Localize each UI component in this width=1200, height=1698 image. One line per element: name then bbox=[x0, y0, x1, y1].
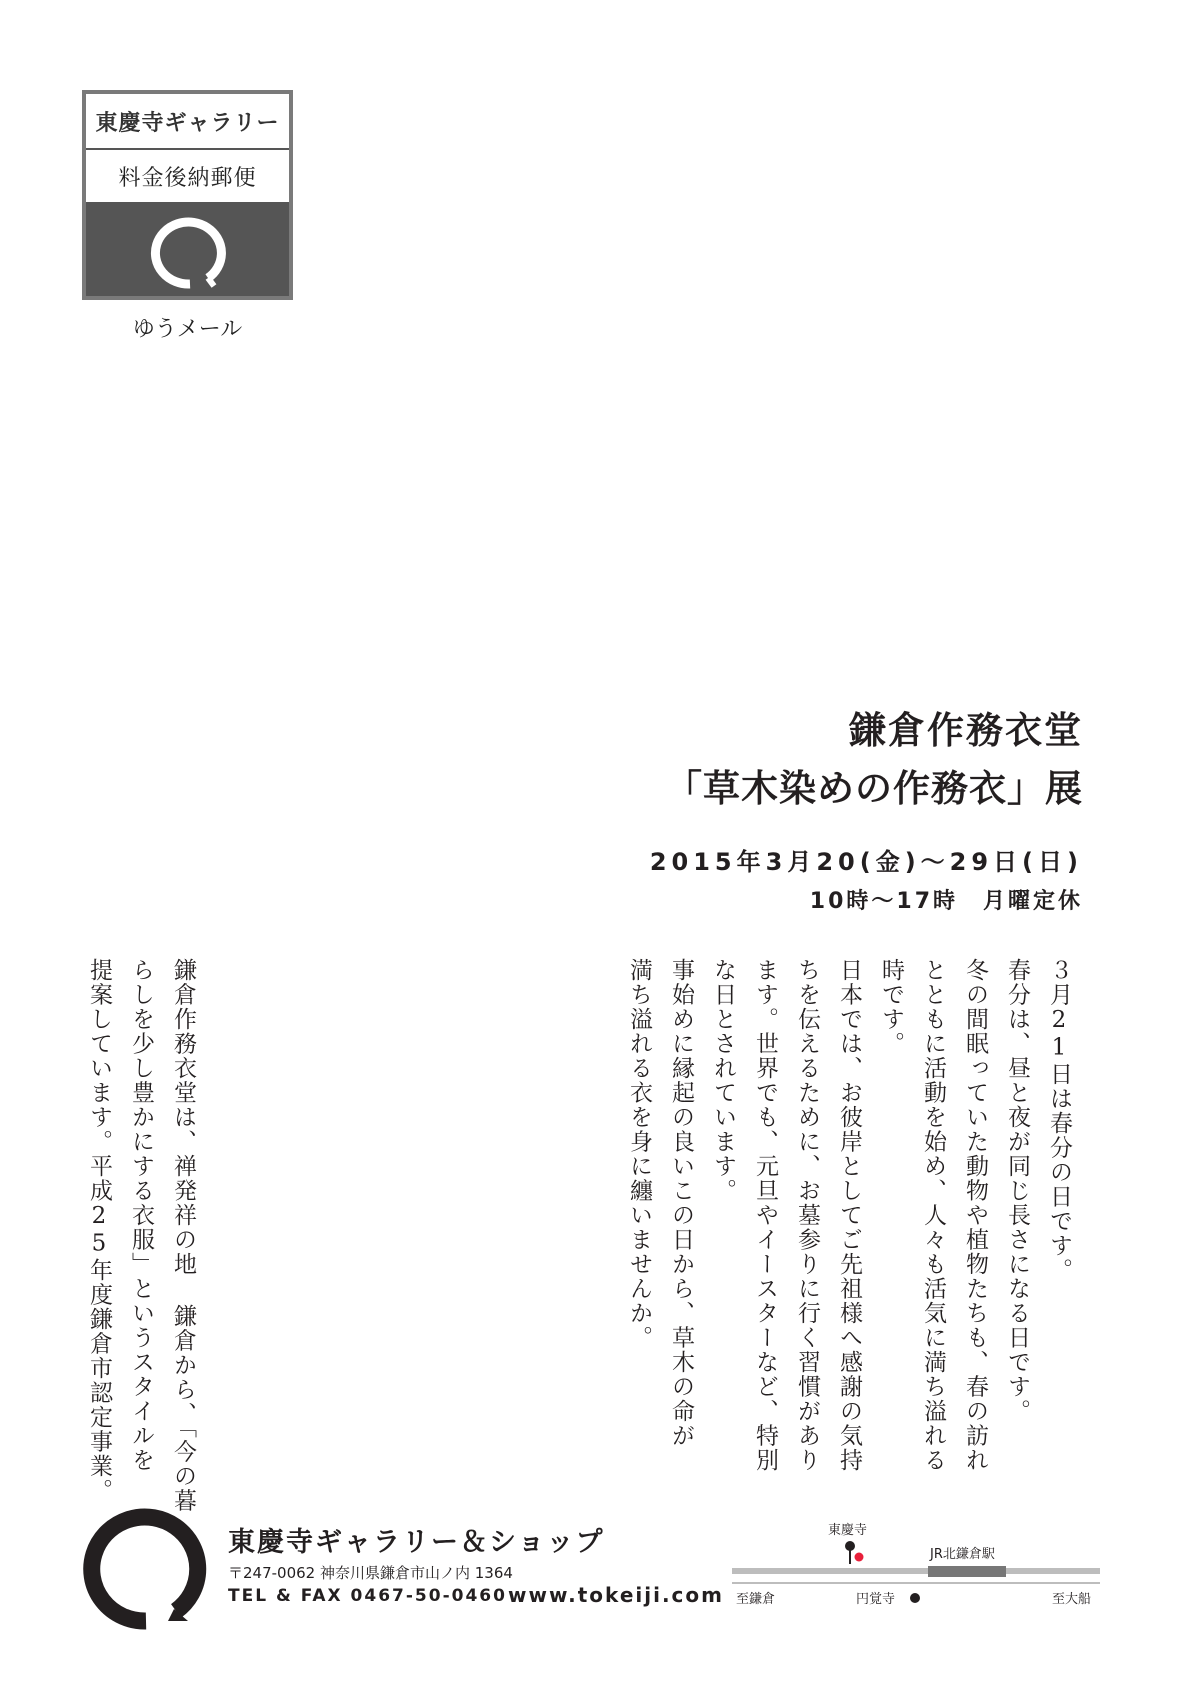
engakuji-marker-icon bbox=[910, 1593, 920, 1603]
side-line: 提案しています。平成25年度鎌倉市認定事業。 bbox=[86, 958, 112, 1503]
postage-mark bbox=[82, 90, 293, 300]
shop-name: 東慶寺ギャラリー＆ショップ bbox=[228, 1527, 605, 1558]
map-temple-label: 東慶寺 bbox=[828, 1523, 868, 1538]
body-line: ３月21日は春分の日です。 bbox=[1046, 958, 1072, 1283]
side-line: 鎌倉作務衣堂は、禅発祥の地 鎌倉から、「今の暮 bbox=[170, 958, 196, 1513]
exhibition-dates: 2015年3月20(金)〜29日(日) bbox=[649, 848, 1083, 876]
body-line: 時です。 bbox=[878, 958, 904, 1056]
map-station-label: JR北鎌倉駅 bbox=[930, 1547, 995, 1562]
postage-service: ゆうメール bbox=[132, 317, 243, 342]
shop-website: www.tokeiji.com bbox=[508, 1583, 724, 1607]
body-line: ます。世界でも、元旦やイースターなど、特別 bbox=[752, 958, 778, 1473]
body-line: 冬の間眠っていた動物や植物たちも、春の訪れ bbox=[962, 958, 988, 1473]
temple-marker-icon bbox=[855, 1553, 864, 1562]
body-line: 日本では、お彼岸としてご先祖様へ感謝の気持 bbox=[836, 958, 862, 1473]
station-platform bbox=[928, 1566, 1006, 1577]
body-line: 春分は、昼と夜が同じ長さになる日です。 bbox=[1004, 958, 1030, 1424]
map-east-label: 至大船 bbox=[1052, 1592, 1092, 1607]
railway-line bbox=[732, 1568, 1100, 1574]
map-engakuji-label: 円覚寺 bbox=[856, 1592, 896, 1607]
exhibition-organizer: 鎌倉作務衣堂 bbox=[849, 708, 1083, 752]
shop-address: 〒247-0062 神奈川県鎌倉市山ノ内 1364 bbox=[228, 1564, 513, 1582]
body-line: とともに活動を始め、人々も活気に満ち溢れる bbox=[920, 958, 946, 1473]
shop-contact: TEL & FAX 0467-50-0460 bbox=[228, 1586, 507, 1606]
postage-sender: 東慶寺ギャラリー bbox=[86, 94, 289, 150]
gallery-logo-icon bbox=[80, 1505, 208, 1633]
postage-circle-icon bbox=[148, 216, 228, 292]
temple-pin-icon bbox=[845, 1541, 855, 1551]
organizer-description bbox=[78, 958, 204, 1513]
access-map bbox=[732, 1520, 1102, 1620]
map-west-label: 至鎌倉 bbox=[736, 1592, 776, 1607]
body-line: ちを伝えるために、お墓参りに行く習慣があり bbox=[794, 958, 820, 1473]
body-line: な日とされています。 bbox=[710, 958, 736, 1203]
body-line: 事始めに縁起の良いこの日から、草木の命が bbox=[668, 958, 694, 1448]
body-line: 満ち溢れる衣を身に纏いませんか。 bbox=[626, 958, 652, 1350]
exhibition-title: 「草木染めの作務衣」展 bbox=[665, 766, 1083, 810]
body-text bbox=[618, 958, 1080, 1473]
side-line: らしを少し豊かにする衣服」というスタイルを bbox=[128, 958, 154, 1473]
postage-type: 料金後納郵便 bbox=[86, 150, 289, 202]
exhibition-hours: 10時〜17時 月曜定休 bbox=[809, 889, 1083, 914]
